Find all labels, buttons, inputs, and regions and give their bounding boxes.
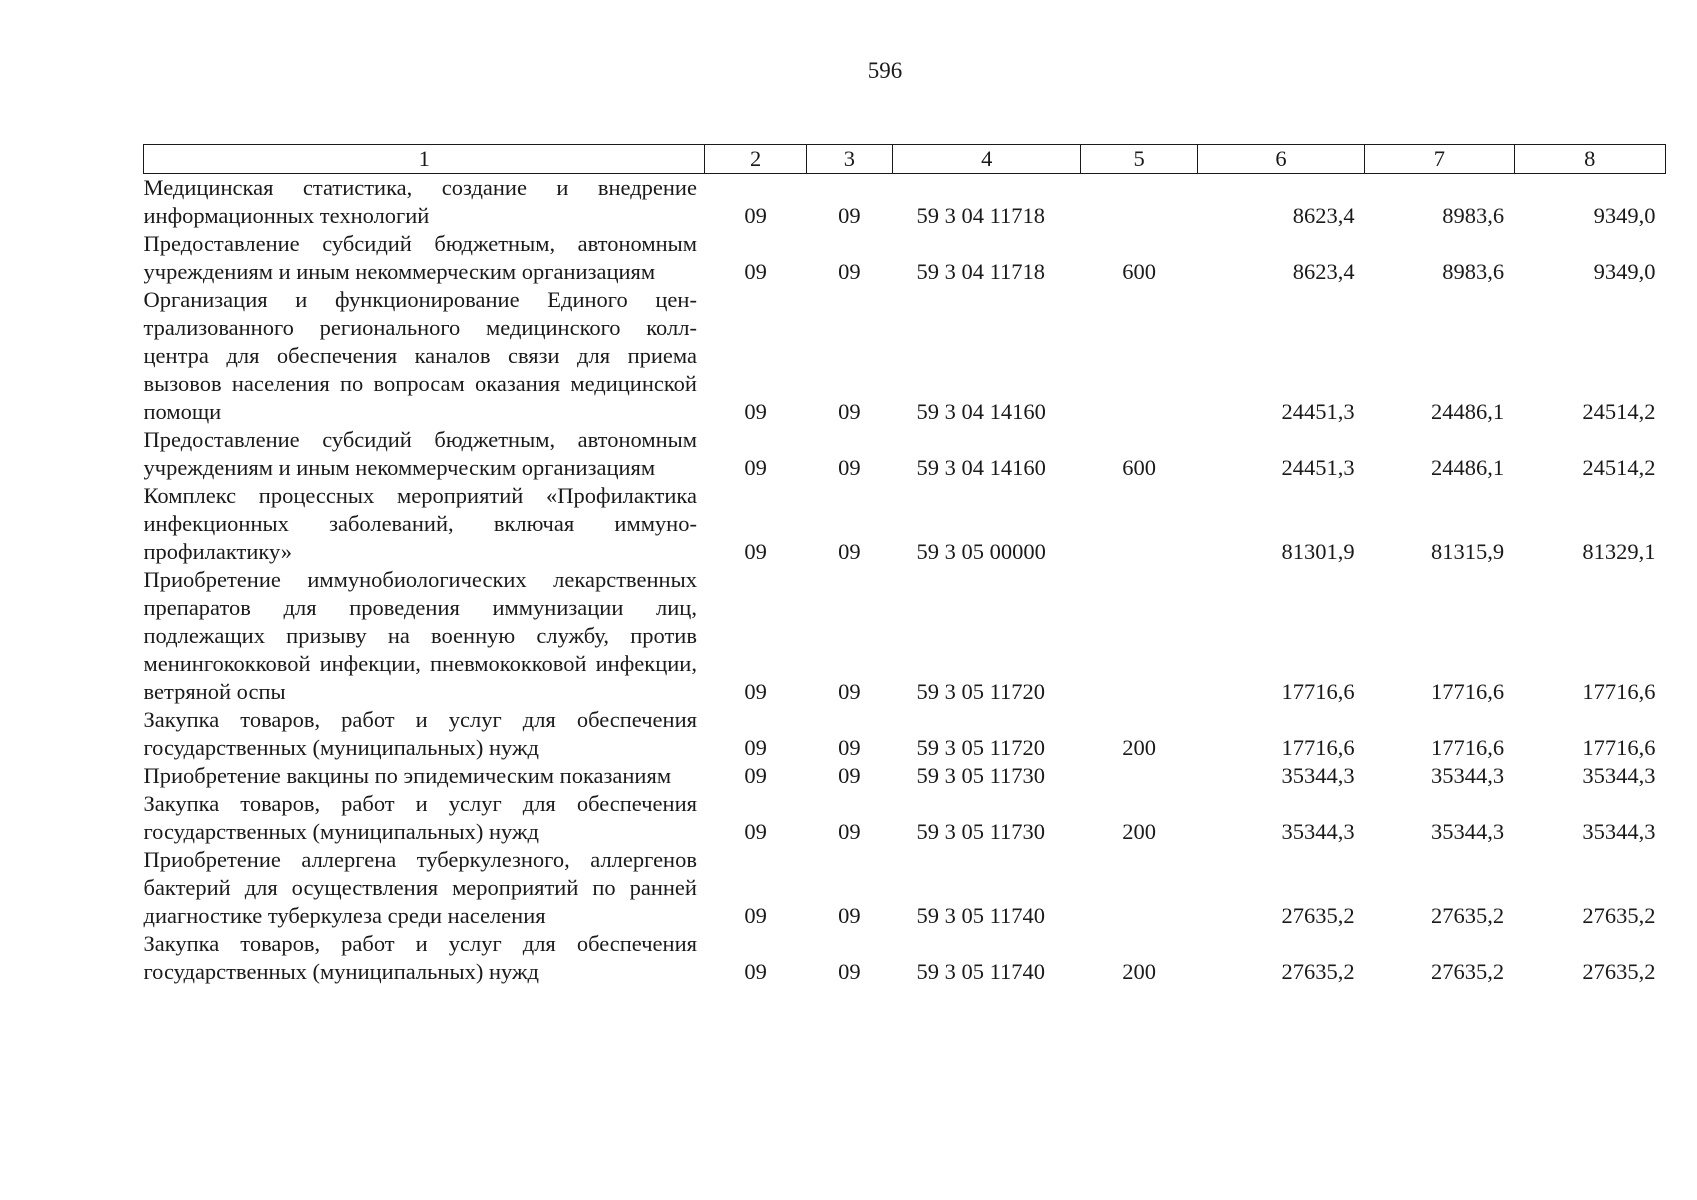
subsection-code: 09 — [838, 735, 861, 760]
expense-type-code — [1081, 174, 1197, 231]
header-row — [144, 145, 1666, 174]
amount-col-7: 35344,3 — [1430, 819, 1505, 844]
amount-col-6: 17716,6 — [1281, 735, 1355, 760]
subsection-code: 09 — [838, 819, 861, 844]
column-header: 6 — [1197, 145, 1364, 174]
column-header: 2 — [705, 145, 806, 174]
amount-col-6: 81301,9 — [1281, 539, 1355, 564]
subsection-code: 09 — [838, 203, 861, 228]
amount-col-7: 27635,2 — [1430, 903, 1505, 928]
amount-col-8: 24514,2 — [1582, 399, 1656, 424]
section-code: 09 — [744, 819, 767, 844]
table-row — [144, 482, 1666, 566]
amount-col-6: 17716,6 — [1281, 679, 1355, 704]
subsection-code: 09 — [838, 399, 861, 424]
amount-col-7: 24486,1 — [1430, 455, 1505, 480]
amount-col-7: 8983,6 — [1442, 203, 1505, 228]
table-row — [144, 930, 1666, 986]
item-name: Закупка товаров, работ и услуг для обеспечения государственных (муниципальных) нужд — [143, 791, 697, 844]
section-code: 09 — [744, 679, 767, 704]
target-article-code: 59 3 05 11740 — [916, 903, 1045, 928]
table-row — [144, 790, 1666, 846]
subsection-code: 09 — [838, 959, 861, 984]
table-row — [144, 426, 1666, 482]
amount-col-7: 17716,6 — [1430, 679, 1505, 704]
amount-col-6: 27635,2 — [1281, 959, 1355, 984]
table-row — [144, 706, 1666, 762]
target-article-code: 59 3 05 00000 — [916, 539, 1046, 564]
item-name: Организация и функционирование Единого централизованного регионального медицинского колл-центра для обеспечения каналов связи для приема вызовов населения по вопросам оказания медицинской помощи — [143, 287, 697, 424]
column-header: 7 — [1365, 145, 1514, 174]
section-code: 09 — [744, 539, 767, 564]
table-row — [144, 230, 1666, 286]
amount-col-7: 27635,2 — [1430, 959, 1505, 984]
column-header: 4 — [892, 145, 1080, 174]
amount-col-7: 17716,6 — [1430, 735, 1505, 760]
target-article-code: 59 3 05 11720 — [916, 735, 1045, 760]
item-name: Приобретение иммунобиологических лекарственных препаратов для проведения иммунизации лиц, подлежащих призыву на военную службу, против менингококковой инфекции, пневмококковой инфекции, ветряной оспы — [143, 567, 697, 704]
table-body — [144, 174, 1666, 987]
subsection-code: 09 — [838, 763, 861, 788]
expense-type-code — [1081, 482, 1197, 566]
column-header: 3 — [806, 145, 892, 174]
item-name: Приобретение вакцины по эпидемическим показаниям — [143, 763, 672, 788]
amount-col-7: 35344,3 — [1430, 763, 1505, 788]
table-row — [144, 566, 1666, 706]
section-code: 09 — [744, 399, 767, 424]
target-article-code: 59 3 05 11740 — [916, 959, 1045, 984]
amount-col-6: 35344,3 — [1281, 819, 1355, 844]
amount-col-8: 27635,2 — [1582, 903, 1656, 928]
section-code: 09 — [744, 959, 767, 984]
expense-type-code — [1081, 762, 1197, 790]
amount-col-8: 17716,6 — [1582, 679, 1656, 704]
expense-type-code — [1081, 286, 1197, 426]
section-code: 09 — [744, 763, 767, 788]
column-header: 5 — [1081, 145, 1197, 174]
item-name: Предоставление субсидий бюджетным, автономным учреждениям и иным некоммерческим организациям — [143, 427, 697, 480]
target-article-code: 59 3 05 11730 — [916, 819, 1045, 844]
amount-col-8: 9349,0 — [1593, 259, 1656, 284]
page-number: 596 — [867, 58, 903, 83]
expense-type-code: 600 — [1122, 455, 1156, 480]
table-row — [144, 762, 1666, 790]
subsection-code: 09 — [838, 259, 861, 284]
amount-col-8: 17716,6 — [1582, 735, 1656, 760]
amount-col-6: 8623,4 — [1292, 203, 1355, 228]
section-code: 09 — [744, 455, 767, 480]
expense-type-code: 600 — [1122, 259, 1156, 284]
column-header: 8 — [1514, 145, 1665, 174]
section-code: 09 — [744, 259, 767, 284]
table-header — [144, 145, 1666, 174]
amount-col-7: 8983,6 — [1442, 259, 1505, 284]
amount-col-6: 24451,3 — [1281, 455, 1355, 480]
item-name: Медицинская статистика, создание и внедрение информационных технологий — [143, 175, 697, 228]
item-name: Закупка товаров, работ и услуг для обеспечения государственных (муниципальных) нужд — [143, 707, 697, 760]
section-code: 09 — [744, 735, 767, 760]
target-article-code: 59 3 04 11718 — [916, 259, 1045, 284]
item-name: Закупка товаров, работ и услуг для обеспечения государственных (муниципальных) нужд — [143, 931, 697, 984]
expense-type-code: 200 — [1122, 959, 1156, 984]
amount-col-7: 81315,9 — [1430, 539, 1505, 564]
target-article-code: 59 3 05 11730 — [916, 763, 1045, 788]
expense-type-code — [1081, 846, 1197, 930]
subsection-code: 09 — [838, 455, 861, 480]
table-row — [144, 846, 1666, 930]
expense-type-code: 200 — [1122, 819, 1156, 844]
subsection-code: 09 — [838, 903, 861, 928]
amount-col-8: 35344,3 — [1582, 763, 1656, 788]
subsection-code: 09 — [838, 679, 861, 704]
target-article-code: 59 3 04 14160 — [916, 455, 1046, 480]
item-name: Приобретение аллергена туберкулезного, аллергенов бактерий для осуществления мероприятий по ранней диагностике туберкулеза среди населения — [143, 847, 697, 928]
amount-col-8: 24514,2 — [1582, 455, 1656, 480]
table-row — [144, 286, 1666, 426]
item-name: Комплекс процессных мероприятий «Профилактика инфекционных заболеваний, включая иммунопрофилактику» — [143, 483, 697, 564]
amount-col-8: 27635,2 — [1582, 959, 1656, 984]
expense-type-code — [1081, 566, 1197, 706]
amount-col-7: 24486,1 — [1430, 399, 1505, 424]
subsection-code: 09 — [838, 539, 861, 564]
budget-table — [143, 144, 1666, 986]
amount-col-8: 9349,0 — [1593, 203, 1656, 228]
amount-col-6: 27635,2 — [1281, 903, 1355, 928]
target-article-code: 59 3 05 11720 — [916, 679, 1045, 704]
column-header: 1 — [144, 145, 705, 174]
amount-col-8: 35344,3 — [1582, 819, 1656, 844]
target-article-code: 59 3 04 11718 — [916, 203, 1045, 228]
table-row — [144, 174, 1666, 231]
section-code: 09 — [744, 203, 767, 228]
item-name: Предоставление субсидий бюджетным, автономным учреждениям и иным некоммерческим организациям — [143, 231, 697, 284]
expense-type-code: 200 — [1122, 735, 1156, 760]
amount-col-6: 8623,4 — [1292, 259, 1355, 284]
section-code: 09 — [744, 903, 767, 928]
amount-col-6: 35344,3 — [1281, 763, 1355, 788]
target-article-code: 59 3 04 14160 — [916, 399, 1046, 424]
amount-col-8: 81329,1 — [1582, 539, 1656, 564]
amount-col-6: 24451,3 — [1281, 399, 1355, 424]
